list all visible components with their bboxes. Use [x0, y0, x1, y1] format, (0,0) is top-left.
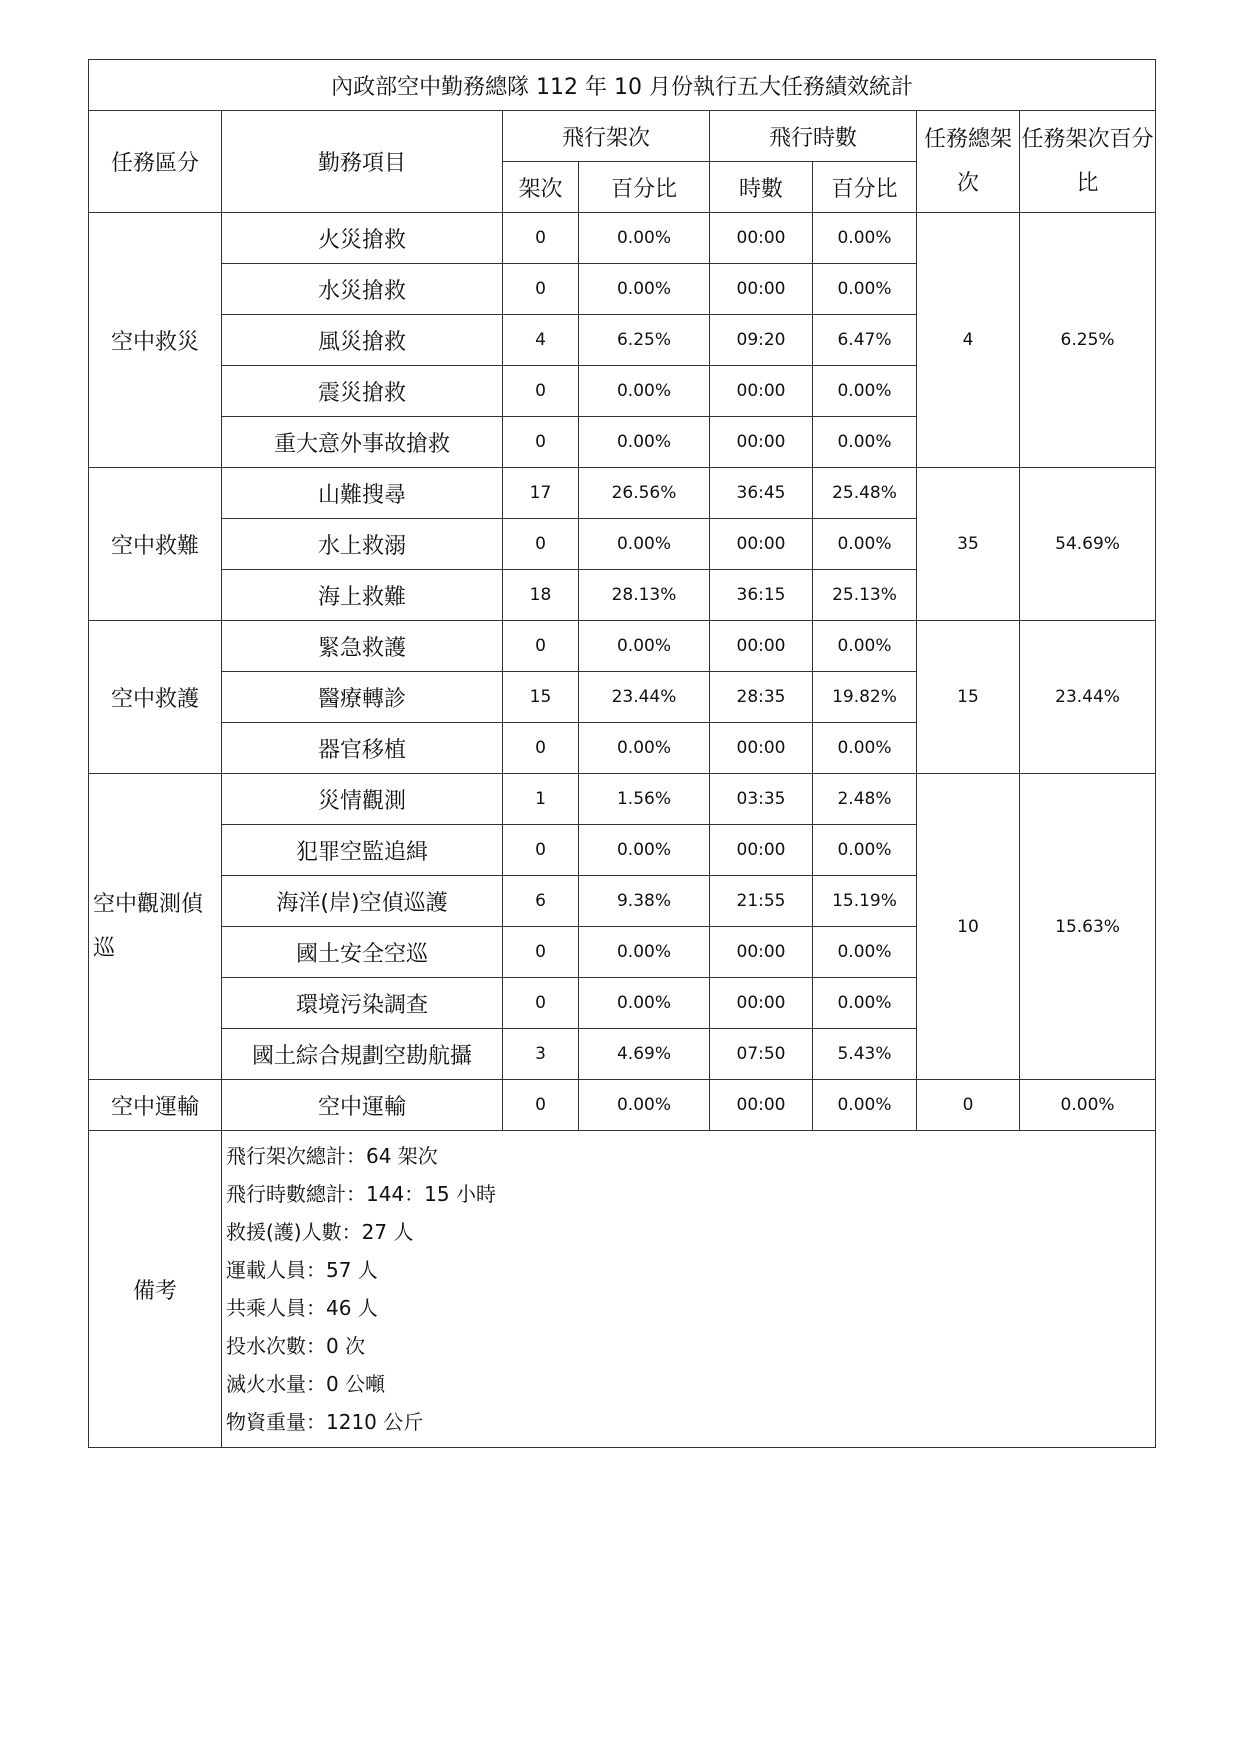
- hours-cell: 03:35: [710, 774, 813, 825]
- item-cell: 災情觀測: [222, 774, 503, 825]
- item-cell: 火災搶救: [222, 213, 503, 264]
- count-cell: 0: [503, 417, 579, 468]
- hours-pct-cell: 0.00%: [813, 927, 917, 978]
- hours-pct-cell: 2.48%: [813, 774, 917, 825]
- note-line: 物資重量：1210 公斤: [226, 1410, 424, 1434]
- count-cell: 0: [503, 723, 579, 774]
- header-sub-hours-pct: 百分比: [813, 162, 917, 213]
- count-pct-cell: 6.25%: [579, 315, 710, 366]
- note-line: 投水次數：0 次: [226, 1334, 366, 1358]
- item-cell: 犯罪空監追緝: [222, 825, 503, 876]
- note-line: 滅火水量：0 公噸: [226, 1372, 386, 1396]
- count-pct-cell: 0.00%: [579, 978, 710, 1029]
- count-cell: 0: [503, 1080, 579, 1131]
- count-pct-cell: 9.38%: [579, 876, 710, 927]
- count-pct-cell: 0.00%: [579, 213, 710, 264]
- hours-pct-cell: 5.43%: [813, 1029, 917, 1080]
- item-cell: 水上救溺: [222, 519, 503, 570]
- count-pct-cell: 0.00%: [579, 417, 710, 468]
- count-pct-cell: 0.00%: [579, 927, 710, 978]
- note-line: 飛行架次總計：64 架次: [226, 1144, 438, 1168]
- item-cell: 風災搶救: [222, 315, 503, 366]
- header-sub-count-pct: 百分比: [579, 162, 710, 213]
- count-cell: 0: [503, 213, 579, 264]
- count-cell: 0: [503, 621, 579, 672]
- hours-pct-cell: 0.00%: [813, 1080, 917, 1131]
- hours-cell: 00:00: [710, 1080, 813, 1131]
- hours-pct-cell: 0.00%: [813, 978, 917, 1029]
- header-mission-pct: 任務架次百分比: [1020, 111, 1156, 213]
- count-pct-cell: 0.00%: [579, 825, 710, 876]
- notes-row: [89, 1131, 1156, 1448]
- count-pct-cell: 1.56%: [579, 774, 710, 825]
- header-hours: 飛行時數: [710, 111, 917, 162]
- count-cell: 1: [503, 774, 579, 825]
- count-pct-cell: 0.00%: [579, 723, 710, 774]
- count-cell: 15: [503, 672, 579, 723]
- count-pct-cell: 28.13%: [579, 570, 710, 621]
- mission-pct-cell: 15.63%: [1020, 774, 1156, 1080]
- hours-pct-cell: 19.82%: [813, 672, 917, 723]
- header-category: 任務區分: [89, 111, 222, 213]
- item-cell: 國土綜合規劃空勘航攝: [222, 1029, 503, 1080]
- item-cell: 震災搶救: [222, 366, 503, 417]
- hours-pct-cell: 0.00%: [813, 417, 917, 468]
- notes-content: [222, 1131, 1156, 1448]
- hours-pct-cell: 0.00%: [813, 519, 917, 570]
- mission-pct-cell: 0.00%: [1020, 1080, 1156, 1131]
- item-cell: 海上救難: [222, 570, 503, 621]
- item-cell: 海洋(岸)空偵巡護: [222, 876, 503, 927]
- table-row: [89, 621, 1156, 672]
- hours-pct-cell: 15.19%: [813, 876, 917, 927]
- mission-total-cell: 35: [917, 468, 1020, 621]
- hours-cell: 00:00: [710, 213, 813, 264]
- table-row: [89, 774, 1156, 825]
- hours-cell: 09:20: [710, 315, 813, 366]
- note-line: 飛行時數總計：144：15 小時: [226, 1182, 496, 1206]
- count-pct-cell: 26.56%: [579, 468, 710, 519]
- header-sub-hours: 時數: [710, 162, 813, 213]
- mission-total-cell: 0: [917, 1080, 1020, 1131]
- category-cell: 空中運輸: [89, 1080, 222, 1131]
- category-cell: 空中救災: [89, 213, 222, 468]
- hours-pct-cell: 0.00%: [813, 825, 917, 876]
- hours-pct-cell: 0.00%: [813, 621, 917, 672]
- item-cell: 器官移植: [222, 723, 503, 774]
- header-sub-count: 架次: [503, 162, 579, 213]
- count-cell: 0: [503, 264, 579, 315]
- mission-total-cell: 15: [917, 621, 1020, 774]
- item-cell: 山難搜尋: [222, 468, 503, 519]
- hours-cell: 21:55: [710, 876, 813, 927]
- count-cell: 0: [503, 825, 579, 876]
- count-pct-cell: 0.00%: [579, 366, 710, 417]
- notes-label: 備考: [89, 1131, 222, 1448]
- count-cell: 0: [503, 519, 579, 570]
- table-row: [89, 468, 1156, 519]
- item-cell: 緊急救護: [222, 621, 503, 672]
- count-cell: 6: [503, 876, 579, 927]
- count-cell: 0: [503, 978, 579, 1029]
- count-pct-cell: 0.00%: [579, 519, 710, 570]
- hours-pct-cell: 0.00%: [813, 264, 917, 315]
- mission-pct-cell: 6.25%: [1020, 213, 1156, 468]
- note-line: 救援(護)人數：27 人: [226, 1220, 414, 1244]
- hours-cell: 00:00: [710, 978, 813, 1029]
- item-cell: 水災搶救: [222, 264, 503, 315]
- header-mission-total: 任務總架次: [917, 111, 1020, 213]
- mission-total-cell: 4: [917, 213, 1020, 468]
- hours-cell: 00:00: [710, 825, 813, 876]
- hours-cell: 00:00: [710, 366, 813, 417]
- table-row: [89, 1080, 1156, 1131]
- hours-cell: 00:00: [710, 519, 813, 570]
- item-cell: 醫療轉診: [222, 672, 503, 723]
- hours-pct-cell: 25.13%: [813, 570, 917, 621]
- category-cell: 空中救護: [89, 621, 222, 774]
- hours-cell: 36:15: [710, 570, 813, 621]
- table-row: [89, 213, 1156, 264]
- category-cell: 空中觀測偵巡: [89, 774, 222, 1080]
- category-cell: 空中救難: [89, 468, 222, 621]
- count-cell: 3: [503, 1029, 579, 1080]
- mission-total-cell: 10: [917, 774, 1020, 1080]
- item-cell: 重大意外事故搶救: [222, 417, 503, 468]
- count-cell: 4: [503, 315, 579, 366]
- count-cell: 0: [503, 366, 579, 417]
- hours-cell: 00:00: [710, 264, 813, 315]
- count-cell: 17: [503, 468, 579, 519]
- count-pct-cell: 23.44%: [579, 672, 710, 723]
- hours-cell: 36:45: [710, 468, 813, 519]
- item-cell: 國土安全空巡: [222, 927, 503, 978]
- mission-pct-cell: 23.44%: [1020, 621, 1156, 774]
- hours-cell: 00:00: [710, 927, 813, 978]
- note-line: 共乘人員：46 人: [226, 1296, 378, 1320]
- hours-cell: 00:00: [710, 723, 813, 774]
- mission-pct-cell: 54.69%: [1020, 468, 1156, 621]
- table-title: 內政部空中勤務總隊 112 年 10 月份執行五大任務績效統計: [89, 60, 1156, 111]
- header-flights: 飛行架次: [503, 111, 710, 162]
- hours-pct-cell: 0.00%: [813, 366, 917, 417]
- hours-pct-cell: 0.00%: [813, 723, 917, 774]
- hours-cell: 00:00: [710, 621, 813, 672]
- count-cell: 0: [503, 927, 579, 978]
- hours-cell: 07:50: [710, 1029, 813, 1080]
- count-pct-cell: 0.00%: [579, 621, 710, 672]
- hours-cell: 28:35: [710, 672, 813, 723]
- header-item: 勤務項目: [222, 111, 503, 213]
- hours-cell: 00:00: [710, 417, 813, 468]
- count-pct-cell: 0.00%: [579, 264, 710, 315]
- count-pct-cell: 4.69%: [579, 1029, 710, 1080]
- item-cell: 環境污染調查: [222, 978, 503, 1029]
- performance-table: [88, 59, 1156, 1448]
- count-pct-cell: 0.00%: [579, 1080, 710, 1131]
- note-line: 運載人員：57 人: [226, 1258, 378, 1282]
- hours-pct-cell: 0.00%: [813, 213, 917, 264]
- hours-pct-cell: 25.48%: [813, 468, 917, 519]
- item-cell: 空中運輸: [222, 1080, 503, 1131]
- count-cell: 18: [503, 570, 579, 621]
- hours-pct-cell: 6.47%: [813, 315, 917, 366]
